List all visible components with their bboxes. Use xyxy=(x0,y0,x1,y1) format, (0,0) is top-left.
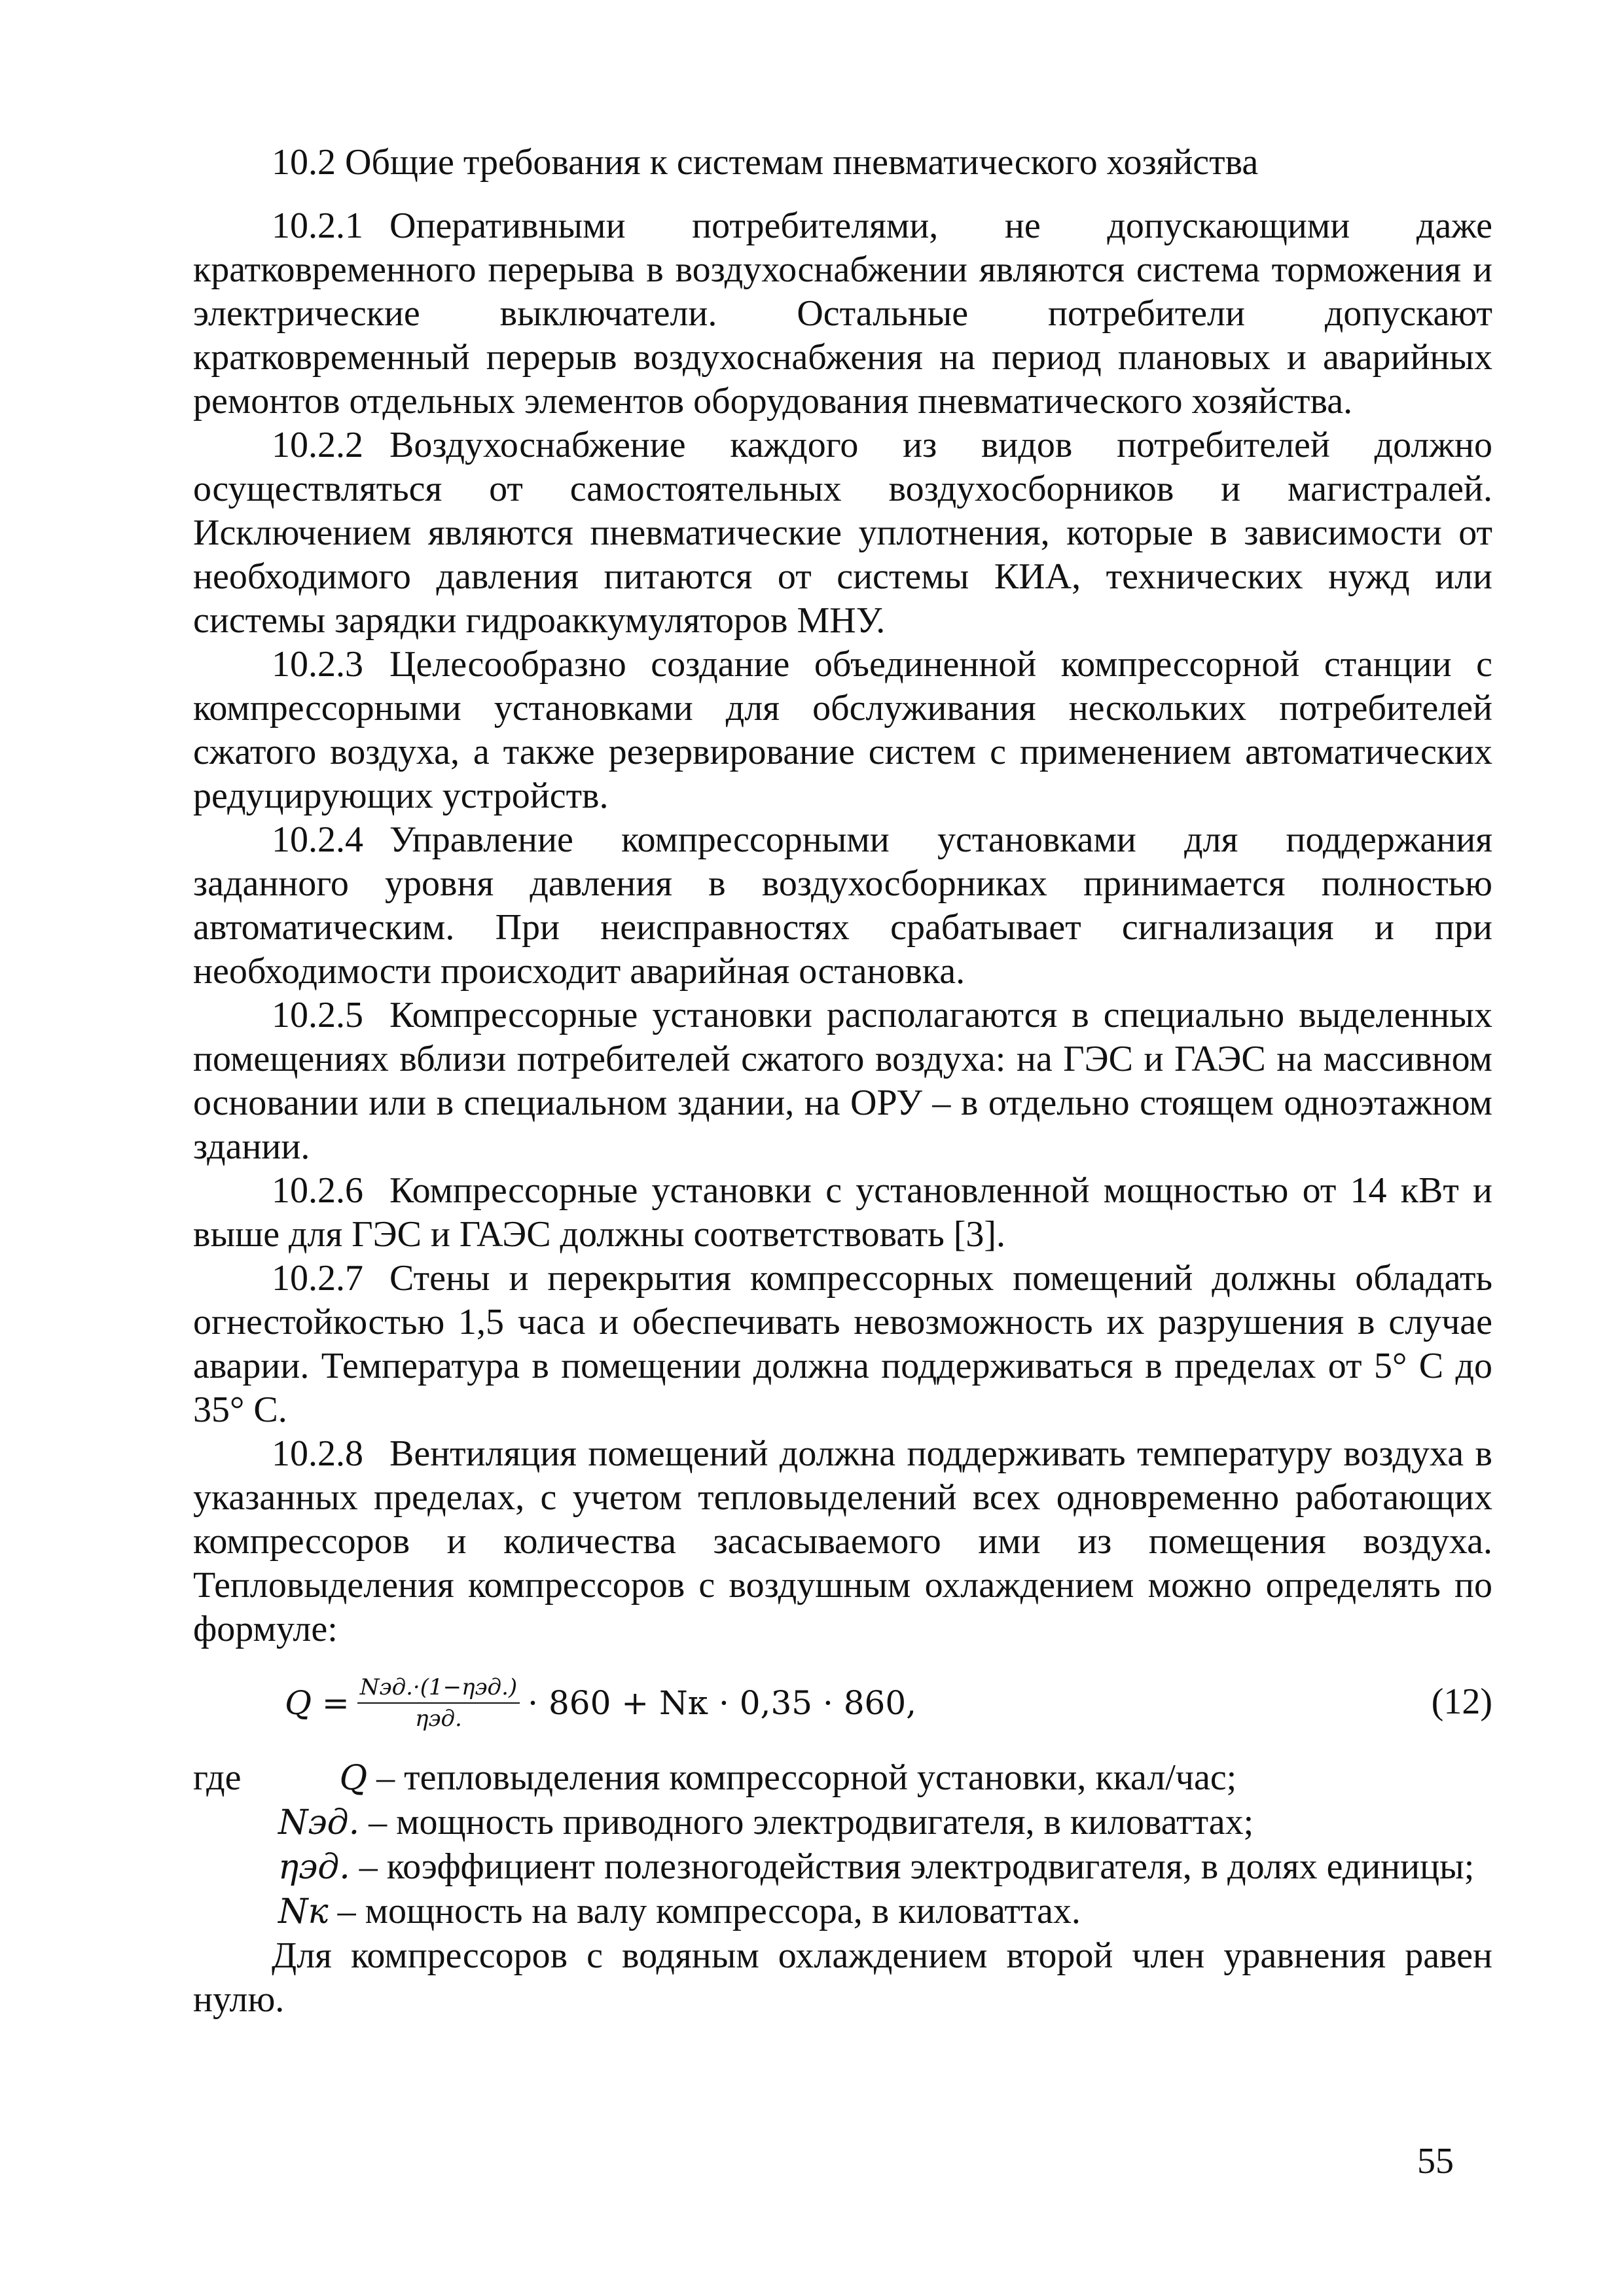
clause-text: Компрессорные установки располагаются в специально выделенных помещениях вблизи потребителей сжатого воздуха: на ГЭС и ГАЭС на массивном основании или в специальном здании, на ОРУ – в отдельно стоящем одноэтажном здании. xyxy=(193,995,1492,1167)
clause-text: Управление компрессорными установками для поддержания заданного уровня давления в воздухосборниках принимается полностью автоматическим. При неисправностях срабатывает сигнализация и при необходимости происходит аварийная остановка. xyxy=(193,819,1492,992)
clause-number: 10.2.6 xyxy=(272,1170,363,1211)
definition-text: – коэффициент полезногодействия электродвигателя, в долях единицы; xyxy=(350,1846,1475,1887)
definition-symbol: Nк xyxy=(278,1892,329,1931)
definition-symbol: Q xyxy=(339,1759,368,1798)
definition-n-k xyxy=(193,1890,1492,1934)
clause-number: 10.2.1 xyxy=(272,206,363,246)
clause-number: 10.2.2 xyxy=(272,425,363,465)
paragraph-10-2-1 xyxy=(193,204,1492,423)
definition-symbol: Nэд. xyxy=(278,1803,360,1842)
paragraph-10-2-8 xyxy=(193,1432,1492,1651)
definition-text: – мощность на валу компрессора, в киловаттах. xyxy=(328,1891,1081,1931)
definition-n-ed xyxy=(193,1801,1492,1845)
section-heading: 10.2 Общие требования к системам пневматического хозяйства xyxy=(272,142,1259,183)
definition-text: – тепловыделения компрессорной установки, ккал/час; xyxy=(367,1757,1237,1798)
paragraph-10-2-7 xyxy=(193,1257,1492,1432)
clause-number: 10.2.4 xyxy=(272,819,363,860)
formula-rhs: · 860 + Nк · 0,35 · 860, xyxy=(528,1683,917,1722)
equation-number: (12) xyxy=(1431,1681,1492,1722)
clause-text: Целесообразно создание объединенной компрессорной станции с компрессорными установками для обслуживания нескольких потребителей сжатого воздуха, а также резервирование систем с применением автоматических редуцирующих устройств. xyxy=(193,644,1492,816)
formula-expression xyxy=(285,1674,916,1732)
document-page xyxy=(193,141,1492,2022)
formula-denominator: ηэд. xyxy=(415,1706,462,1732)
clause-text: Стены и перекрытия компрессорных помещений должны обладать огнестойкостью 1,5 часа и обеспечивать невозможность их разрушения в случае аварии. Температура в помещении должна поддерживаться в пределах от 5° С до 35° С. xyxy=(193,1258,1492,1430)
formula-lhs: Q = xyxy=(285,1683,350,1722)
clause-number: 10.2.8 xyxy=(272,1433,363,1474)
clause-text: Компрессорные установки с установленной мощностью от 14 кВт и выше для ГЭС и ГАЭС должны соответствовать [3]. xyxy=(193,1170,1492,1255)
closing-paragraph: Для компрессоров с водяным охлаждением второй член уравнения равен нулю. xyxy=(193,1935,1492,2020)
formula-numerator: Nэд.·(1−ηэд.) xyxy=(357,1674,520,1704)
paragraph-10-2-3 xyxy=(193,643,1492,818)
definition-symbol: ηэд. xyxy=(278,1848,350,1887)
clause-text: Воздухоснабжение каждого из видов потребителей должно осуществляться от самостоятельных воздухосборников и магистралей. Исключением являются пневматические уплотнения, которые в зависимости от необходимого давления питаются от системы КИА, технических нужд или системы зарядки гидроаккумуляторов МНУ. xyxy=(193,425,1492,641)
clause-number: 10.2.5 xyxy=(272,995,363,1035)
paragraph-10-2-4 xyxy=(193,818,1492,994)
where-word: где xyxy=(193,1757,242,1798)
paragraph-10-2-2 xyxy=(193,423,1492,643)
definition-q xyxy=(193,1756,1492,1801)
clause-number: 10.2.7 xyxy=(272,1258,363,1299)
formula-definitions xyxy=(193,1756,1492,1934)
clause-text: Оперативными потребителями, не допускающими даже кратковременного перерыва в воздухоснабжении являются система торможения и электрические выключатели. Остальные потребители допускают кратковременный перерыв воздухоснабжения на период плановых и аварийных ремонтов отдельных элементов оборудования пневматического хозяйства. xyxy=(193,206,1492,422)
paragraph-10-2-5 xyxy=(193,994,1492,1169)
page-number: 55 xyxy=(1417,2141,1454,2181)
clause-text: Вентиляция помещений должна поддерживать температуру воздуха в указанных пределах, с учетом тепловыделений всех одновременно работающих компрессоров и количества засасываемого ими из помещения воздуха. Тепловыделения компрессоров с воздушным охлаждением можно определять по формуле: xyxy=(193,1433,1492,1649)
formula-12 xyxy=(193,1655,1492,1753)
definition-eta-ed xyxy=(193,1845,1492,1890)
clause-number: 10.2.3 xyxy=(272,644,363,685)
definition-text: – мощность приводного электродвигателя, в киловаттах; xyxy=(359,1802,1254,1842)
formula-fraction xyxy=(357,1674,520,1732)
paragraph-10-2-6 xyxy=(193,1169,1492,1257)
